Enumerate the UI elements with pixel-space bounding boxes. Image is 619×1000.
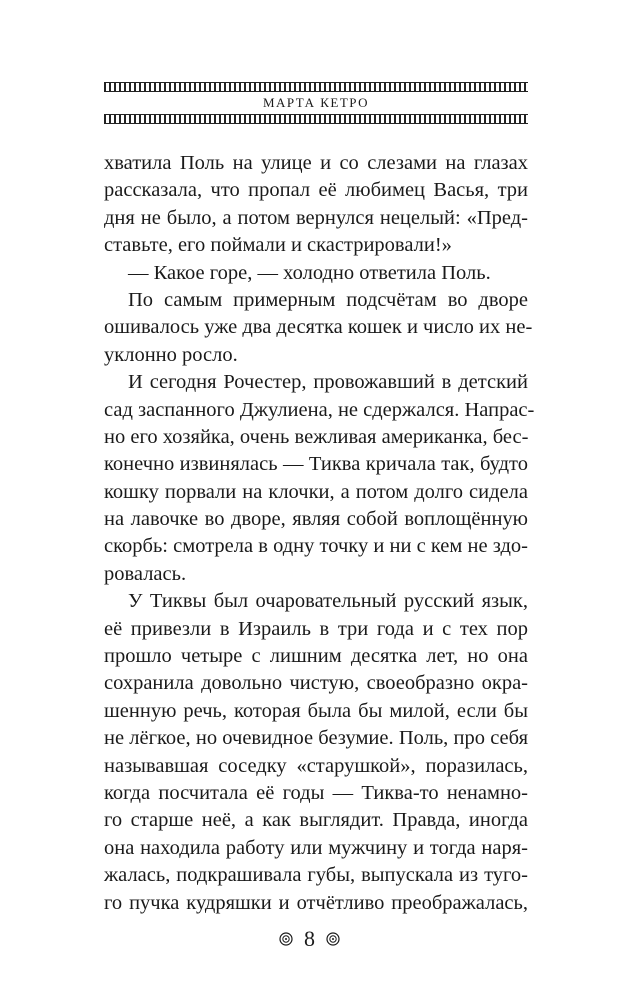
page-folio — [0, 926, 619, 951]
text-line: но его хозяйка, очень вежливая американка, бес- — [104, 425, 529, 448]
bottom-ornament-band — [104, 114, 528, 124]
text-line: конечно извинялась — Тиква кричала так, будто — [104, 453, 528, 476]
text-line: И сегодня Рочестер, провожавший в детский — [128, 371, 528, 394]
text-line: ровалась. — [104, 562, 187, 585]
page-number: 8 — [304, 926, 315, 952]
text-line: называвшая соседку «старушкой», поразилась, — [104, 754, 528, 777]
text-line: го старше неё, а как выглядит. Правда, иногда — [104, 809, 528, 832]
top-ornament-band — [104, 82, 528, 92]
text-line: го пучка кудряшки и отчётливо преображалась, — [104, 891, 528, 914]
text-line: хватила Поль на улице и со слезами на глазах — [104, 152, 528, 174]
text-line: шенную речь, которая была бы милой, если бы — [104, 699, 528, 722]
text-line: рассказала, что пропал её любимец Васья, три — [104, 179, 528, 202]
text-line: ставьте, его поймали и скастрировали!» — [104, 234, 452, 257]
text-line: По самым примерным подсчётам во дворе — [128, 288, 528, 311]
folio-ornament-right-icon — [326, 932, 340, 946]
text-line: сохранила довольно чистую, своеобразно окра- — [104, 672, 528, 695]
text-line: скорбь: смотрела в одну точку и ни с кем не здо- — [104, 535, 528, 558]
paragraph — [104, 150, 528, 260]
text-line: — Какое горе, — холодно ответила Поль. — [128, 261, 491, 284]
text-line: не лёгкое, но очевидное безумие. Поль, про себя — [104, 727, 528, 750]
paragraph — [104, 588, 528, 917]
folio-ornament-left-icon — [279, 932, 293, 946]
text-line: когда посчитала её годы — Тиква-то ненамно- — [104, 781, 528, 804]
running-title: МАРТА КЕТРО — [262, 95, 370, 110]
text-line: уклонно росло. — [104, 343, 238, 366]
text-line: ошивалось уже два десятка кошек и число их не- — [104, 316, 533, 339]
body-text — [104, 150, 535, 917]
paragraph — [104, 260, 528, 287]
text-line: жалась, подкрашивала губы, выпускала из туго- — [104, 864, 528, 887]
text-line: прошло четыре с лишним десятка лет, но она — [104, 645, 528, 668]
text-line: на лавочке во дворе, являя собой воплощённую — [104, 508, 528, 531]
text-line: дня не было, а потом вернулся нецелый: «Пред- — [104, 206, 528, 229]
text-line: её привезли в Израиль в три года и с тех пор — [104, 617, 528, 640]
paragraph — [104, 287, 533, 369]
running-header — [104, 82, 528, 124]
text-line: У Тиквы был очаровательный русский язык, — [128, 590, 528, 613]
paragraph — [104, 369, 535, 588]
text-line: сад заспанного Джулиена, не сдержался. Напрас- — [104, 398, 535, 421]
text-line: кошку порвали на клочки, а потом долго сидела — [104, 480, 528, 503]
text-line: она находила работу или мужчину и тогда наря- — [104, 836, 528, 859]
